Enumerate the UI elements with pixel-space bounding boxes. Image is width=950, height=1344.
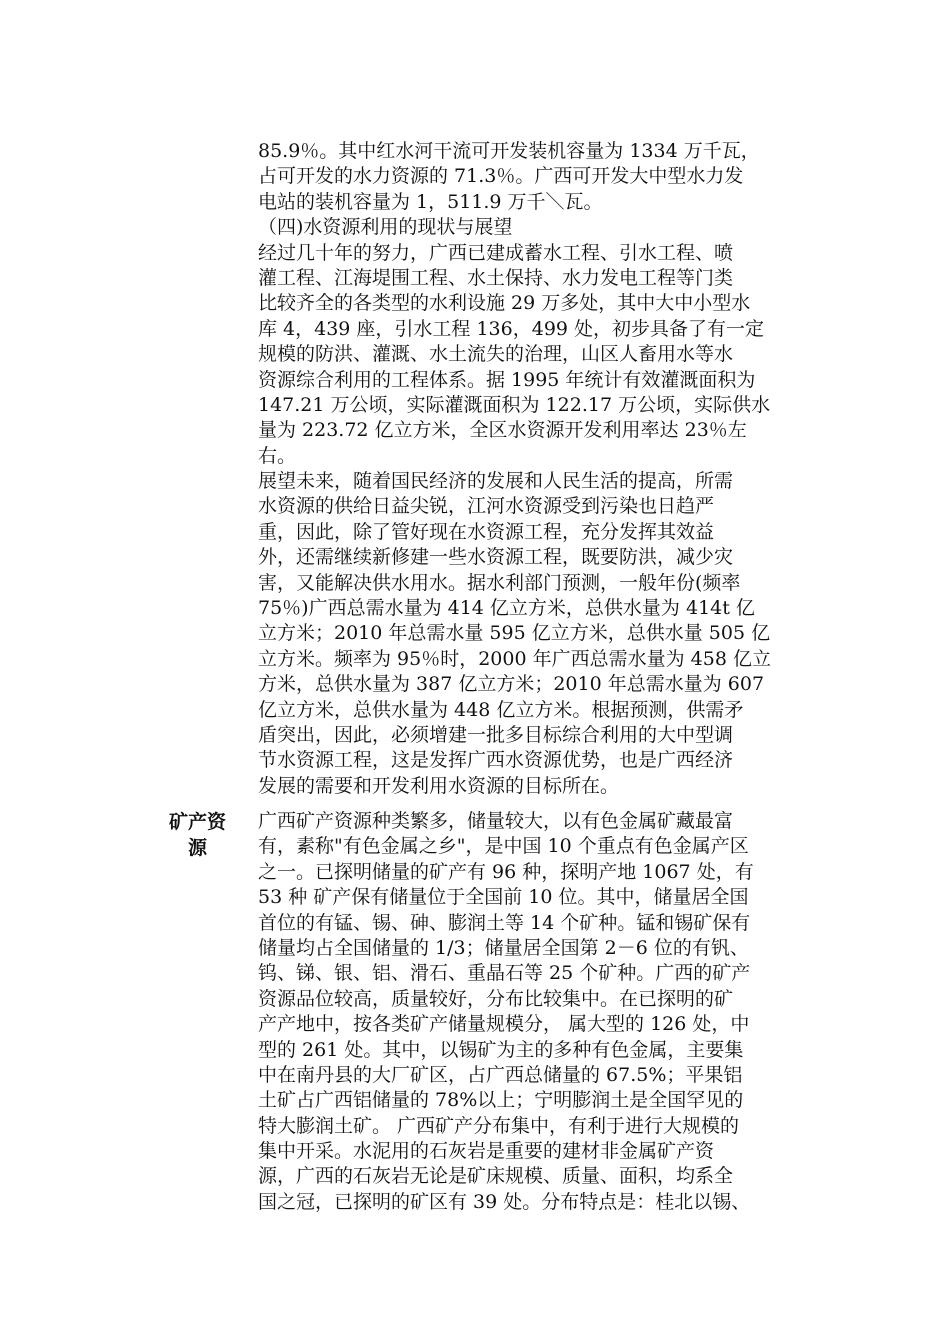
text-line: 水资源的供给日益尖锐，江河水资源受到污染也日趋严 — [258, 495, 715, 518]
mineral-resources-text — [258, 809, 798, 1215]
text-line: 发展的需要和开发利用水资源的目标所在。 — [258, 774, 620, 797]
text-line: 电站的装机容量为 1，511.9 万千＼瓦。 — [258, 190, 603, 213]
text-line: 右。 — [258, 444, 297, 467]
text-line: 首位的有锰、锡、砷、膨润土等 14 个矿种。锰和锡矿保有 — [258, 911, 751, 934]
text-line: 立方米。频率为 95％时，2000 年广西总需水量为 458 亿立 — [258, 647, 771, 670]
text-line: 经过几十年的努力，广西已建成蓄水工程、引水工程、喷 — [258, 241, 734, 264]
text-line: 节水资源工程，这是发挥广西水资源优势，也是广西经济 — [258, 749, 734, 772]
text-line: 方米，总供水量为 387 亿立方米；2010 年总需水量为 607 — [258, 673, 765, 696]
text-line: 源，广西的石灰岩无论是矿床规模、质量、面积，均系全 — [258, 1165, 734, 1188]
text-line: 土矿占广西铝储量的 78%以上；宁明膨润土是全国罕见的 — [258, 1089, 744, 1112]
mineral-resources-label — [150, 809, 245, 861]
text-line: 盾突出，因此，必须增建一批多目标综合利用的大中型调 — [258, 723, 734, 746]
text-line: 53 种 矿产保有储量位于全国前 10 位。其中，储量居全国 — [258, 886, 749, 909]
text-line: 中在南丹县的大厂矿区，占广西总储量的 67.5%；平果铝 — [258, 1063, 743, 1086]
text-line: 国之冠，已探明的矿区有 39 处。分布特点是：桂北以锡、 — [258, 1190, 751, 1213]
text-line: 之一。已探明储量的矿产有 96 种，探明产地 1067 处，有 — [258, 860, 754, 883]
text-line: 立方米；2010 年总需水量 595 亿立方米，总供水量 505 亿 — [258, 622, 771, 645]
text-line: 量为 223.72 亿立方米，全区水资源开发利用率达 23％左 — [258, 419, 747, 442]
text-line: 库 4，439 座，引水工程 136，499 处，初步具备了有一定 — [258, 317, 765, 340]
text-line: 85.9％。其中红水河干流可开发装机容量为 1334 万千瓦， — [258, 140, 760, 162]
text-line: 灌工程、江海堤围工程、水土保持、水力发电工程等门类 — [258, 266, 734, 289]
text-line: 资源品位较高，质量较好，分布比较集中。在已探明的矿 — [258, 987, 734, 1010]
text-line: 资源综合利用的工程体系。据 1995 年统计有效灌溉面积为 — [258, 368, 756, 391]
text-line: 亿立方米，总供水量为 448 亿立方米。根据预测，供需矛 — [258, 698, 744, 721]
water-resources-text — [258, 139, 798, 799]
text-line: 占可开发的水力资源的 71.3％。广西可开发大中型水力发 — [258, 165, 744, 188]
text-line: 展望未来，随着国民经济的发展和人民生活的提高，所需 — [258, 470, 734, 493]
text-line: 75％)广西总需水量为 414 亿立方米，总供水量为 414t 亿 — [258, 597, 755, 620]
text-line: 广西矿产资源种类繁多，储量较大，以有色金属矿藏最富 — [258, 810, 734, 832]
text-line: 集中开采。水泥用的石灰岩是重要的建材非金属矿产资 — [258, 1140, 715, 1163]
text-line: 钨、锑、银、铝、滑石、重晶石等 25 个矿种。广西的矿产 — [258, 962, 751, 985]
text-line: 害，又能解决供水用水。据水利部门预测，一般年份(频率 — [258, 571, 741, 594]
text-line: 外，还需继续新修建一些水资源工程，既要防洪，减少灾 — [258, 546, 734, 569]
label-line: 矿产资 — [168, 811, 226, 833]
text-line: 规模的防洪、灌溉、水土流失的治理，山区人畜用水等水 — [258, 343, 734, 366]
text-line: 储量均占全国储量的 1/3；储量居全国第 2－6 位的有钒、 — [258, 936, 749, 959]
label-line: 源 — [187, 837, 207, 859]
text-line: 型的 261 处。其中，以锡矿为主的多种有色金属，主要集 — [258, 1038, 744, 1061]
text-line: 特大膨润土矿。 广西矿产分布集中，有利于进行大规模的 — [258, 1114, 740, 1137]
text-line: 产产地中，按各类矿产储量规模分， 属大型的 126 处，中 — [258, 1013, 750, 1036]
section-heading: （四)水资源利用的现状与展望 — [258, 216, 513, 239]
text-line: 有，素称"有色金属之乡"，是中国 10 个重点有色金属产区 — [258, 835, 749, 858]
text-line: 重，因此，除了管好现在水资源工程，充分发挥其效益 — [258, 520, 715, 543]
text-line: 比较齐全的各类型的水利设施 29 万多处，其中大中小型水 — [258, 292, 751, 315]
text-line: 147.21 万公顷，实际灌溉面积为 122.17 万公顷，实际供水 — [258, 393, 771, 416]
